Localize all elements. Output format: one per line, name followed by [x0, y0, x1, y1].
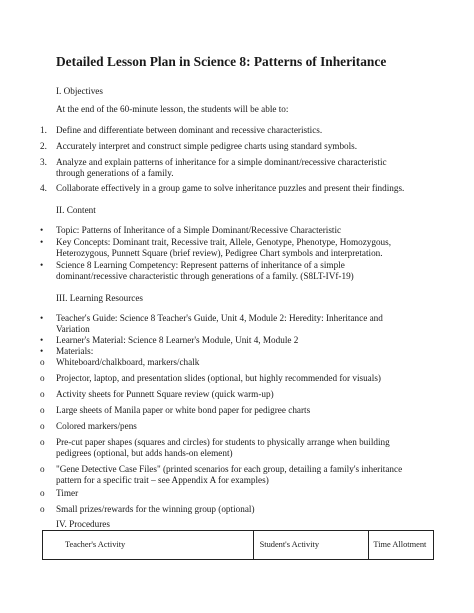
bullet-icon: • — [40, 313, 44, 323]
objectives-heading: I. Objectives — [56, 86, 103, 96]
objective-number: 4. — [40, 183, 47, 193]
bullet-icon: • — [40, 335, 44, 345]
objective-number: 2. — [40, 141, 47, 151]
resource-line: Variation — [56, 324, 90, 334]
column-header-teacher: Teacher's Activity — [43, 531, 254, 560]
sub-bullet-icon: o — [40, 405, 45, 415]
content-line: Heterozygous, Punnett Square (brief review), Pedigree Chart symbols and interpretation. — [56, 248, 383, 258]
material-line: Pre-cut paper shapes (squares and circles) for students to physically arrange when building — [56, 437, 390, 447]
material-line: pedigrees (optional, but adds hands-on element) — [56, 448, 233, 458]
resource-line: Learner's Material: Science 8 Learner's Module, Unit 4, Module 2 — [56, 335, 299, 345]
objective-number: 1. — [40, 125, 47, 135]
objective-line: Analyze and explain patterns of inheritance for a simple dominant/recessive characteristic — [56, 157, 387, 167]
procedures-heading: IV. Procedures — [56, 519, 110, 529]
resource-line: Materials: — [56, 346, 94, 356]
material-line: Timer — [56, 488, 79, 498]
material-line: Projector, laptop, and presentation slides (optional, but highly recommended for visuals) — [56, 373, 381, 383]
objectives-intro: At the end of the 60-minute lesson, the students will be able to: — [56, 104, 289, 114]
sub-bullet-icon: o — [40, 373, 45, 383]
bullet-icon: • — [40, 225, 44, 235]
sub-bullet-icon: o — [40, 504, 45, 514]
bullet-icon: • — [40, 260, 44, 270]
material-line: pattern for a specific trait – see Appendix A for examples) — [56, 475, 269, 485]
material-line: Small prizes/rewards for the winning group (optional) — [56, 504, 255, 514]
sub-bullet-icon: o — [40, 464, 45, 474]
material-line: Whiteboard/chalkboard, markers/chalk — [56, 357, 200, 367]
bullet-icon: • — [40, 237, 44, 247]
content-line: Topic: Patterns of Inheritance of a Simple Dominant/Recessive Characteristic — [56, 225, 342, 235]
content-line: Key Concepts: Dominant trait, Recessive trait, Allele, Genotype, Phenotype, Homozygous, — [56, 237, 392, 247]
objective-line: Accurately interpret and construct simple pedigree charts using standard symbols. — [56, 141, 358, 151]
resources-heading: III. Learning Resources — [56, 293, 143, 303]
objective-line: Define and differentiate between dominant and recessive characteristics. — [56, 125, 323, 135]
material-line: Colored markers/pens — [56, 421, 137, 431]
content-heading: II. Content — [56, 205, 96, 215]
objective-number: 3. — [40, 157, 47, 167]
objective-line: Collaborate effectively in a group game to solve inheritance puzzles and present their findings. — [56, 183, 405, 193]
column-header-time: Time Allotment — [369, 531, 434, 560]
bullet-icon: • — [40, 346, 44, 356]
sub-bullet-icon: o — [40, 488, 45, 498]
content-line: dominant/recessive characteristic through generations of a family. (S8LT-IVf-19) — [56, 271, 354, 281]
sub-bullet-icon: o — [40, 389, 45, 399]
material-line: "Gene Detective Case Files" (printed scenarios for each group, detailing a family's inheritance — [56, 464, 403, 474]
document-title: Detailed Lesson Plan in Science 8: Patterns of Inheritance — [56, 54, 387, 69]
sub-bullet-icon: o — [40, 357, 45, 367]
table-header-row — [43, 531, 434, 560]
procedures-table — [42, 530, 434, 560]
sub-bullet-icon: o — [40, 437, 45, 447]
sub-bullet-icon: o — [40, 421, 45, 431]
material-line: Activity sheets for Punnett Square review (quick warm-up) — [56, 389, 274, 399]
material-line: Large sheets of Manila paper or white bond paper for pedigree charts — [56, 405, 311, 415]
objective-line: through generations of a family. — [56, 168, 174, 178]
resource-line: Teacher's Guide: Science 8 Teacher's Guide, Unit 4, Module 2: Heredity: Inheritance and — [56, 313, 383, 323]
column-header-student: Student's Activity — [253, 531, 369, 560]
content-line: Science 8 Learning Competency: Represent patterns of inheritance of a simple — [56, 260, 345, 270]
